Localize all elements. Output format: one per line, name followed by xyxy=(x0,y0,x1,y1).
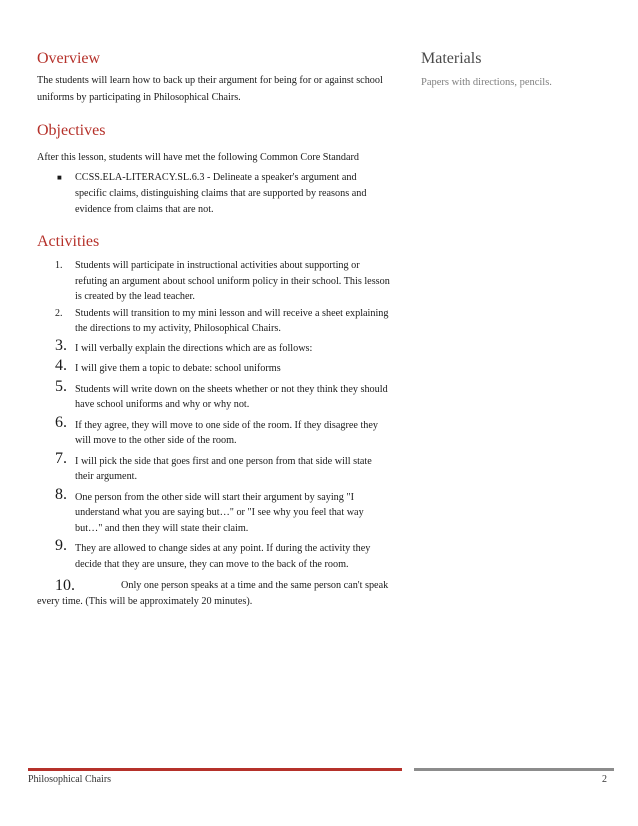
objectives-heading: Objectives xyxy=(37,122,106,139)
activity-number: 10. xyxy=(55,577,75,594)
page-number: 2 xyxy=(602,774,607,785)
activity-text: One person from the other side will start their argument by saying "I understand what you are saying but…" or "I see why you feel that way but…" and then they will state their claim. xyxy=(75,491,364,534)
bullet-square-icon: ■ xyxy=(57,173,62,182)
activity-item xyxy=(37,306,392,337)
activity-item xyxy=(37,413,392,449)
activity-number: 8. xyxy=(55,485,67,503)
activity-text: I will verbally explain the directions which are as follows: xyxy=(75,342,313,354)
activity-item xyxy=(37,449,392,485)
activity-text: Only one person speaks at a time and the same person can't speak every time. (This will be approximately 20 minutes). xyxy=(37,580,389,607)
activity-number: 4. xyxy=(55,357,67,374)
activity-number: 5. xyxy=(55,377,67,395)
activity-text: Students will transition to my mini lesson and will receive a sheet explaining the directions to my activity, Philosophical Chairs. xyxy=(75,307,389,334)
activity-number: 3. xyxy=(55,336,67,354)
activity-item xyxy=(37,578,392,609)
activity-number: 7. xyxy=(55,449,67,467)
activity-item xyxy=(37,485,392,537)
objective-text: CCSS.ELA-LITERACY.SL.6.3 - Delineate a speaker's argument and specific claims, distinguishing claims that are supported by reasons and evidence from claims that are not. xyxy=(75,172,367,215)
footer-title: Philosophical Chairs xyxy=(28,774,112,785)
activity-text: If they agree, they will move to one side of the room. If they disagree they will move to the other side of the room. xyxy=(75,419,378,446)
activity-number: 6. xyxy=(55,413,67,431)
objectives-list xyxy=(37,170,377,218)
activity-item xyxy=(37,377,392,413)
activities-heading: Activities xyxy=(37,233,100,250)
activity-text: I will give them a topic to debate: school uniforms xyxy=(75,363,281,374)
activity-text: I will pick the side that goes first and one person from that side will state their argument. xyxy=(75,455,372,482)
activities-list xyxy=(37,258,392,609)
activity-item xyxy=(37,336,392,357)
objective-item xyxy=(37,170,377,218)
activity-text: Students will participate in instructional activities about supporting or refuting an argument about school uniform policy in their school. This lesson is created by the lead teacher. xyxy=(75,260,390,302)
materials-text: Papers with directions, pencils. xyxy=(421,77,552,88)
activity-number: 2. xyxy=(55,307,63,319)
activity-text: They are allowed to change sides at any point. If during the activity they decide that they are unsure, they can move to the back of the room. xyxy=(75,543,371,570)
activity-text: Students will write down on the sheets whether or not they think they should have school uniforms and why or why not. xyxy=(75,383,388,410)
activity-item xyxy=(37,357,392,377)
materials-heading: Materials xyxy=(421,50,482,67)
activity-item xyxy=(37,537,392,572)
overview-text: The students will learn how to back up their argument for being for or against school uniforms by participating in Philosophical Chairs. xyxy=(37,75,383,103)
overview-heading: Overview xyxy=(37,50,101,67)
activity-number: 9. xyxy=(55,537,67,554)
footer-rule-red xyxy=(28,768,402,771)
footer-rule-gray xyxy=(414,768,614,771)
activity-number: 1. xyxy=(55,260,63,271)
activity-item xyxy=(37,258,392,305)
objectives-intro: After this lesson, students will have met the following Common Core Standard xyxy=(37,152,359,163)
